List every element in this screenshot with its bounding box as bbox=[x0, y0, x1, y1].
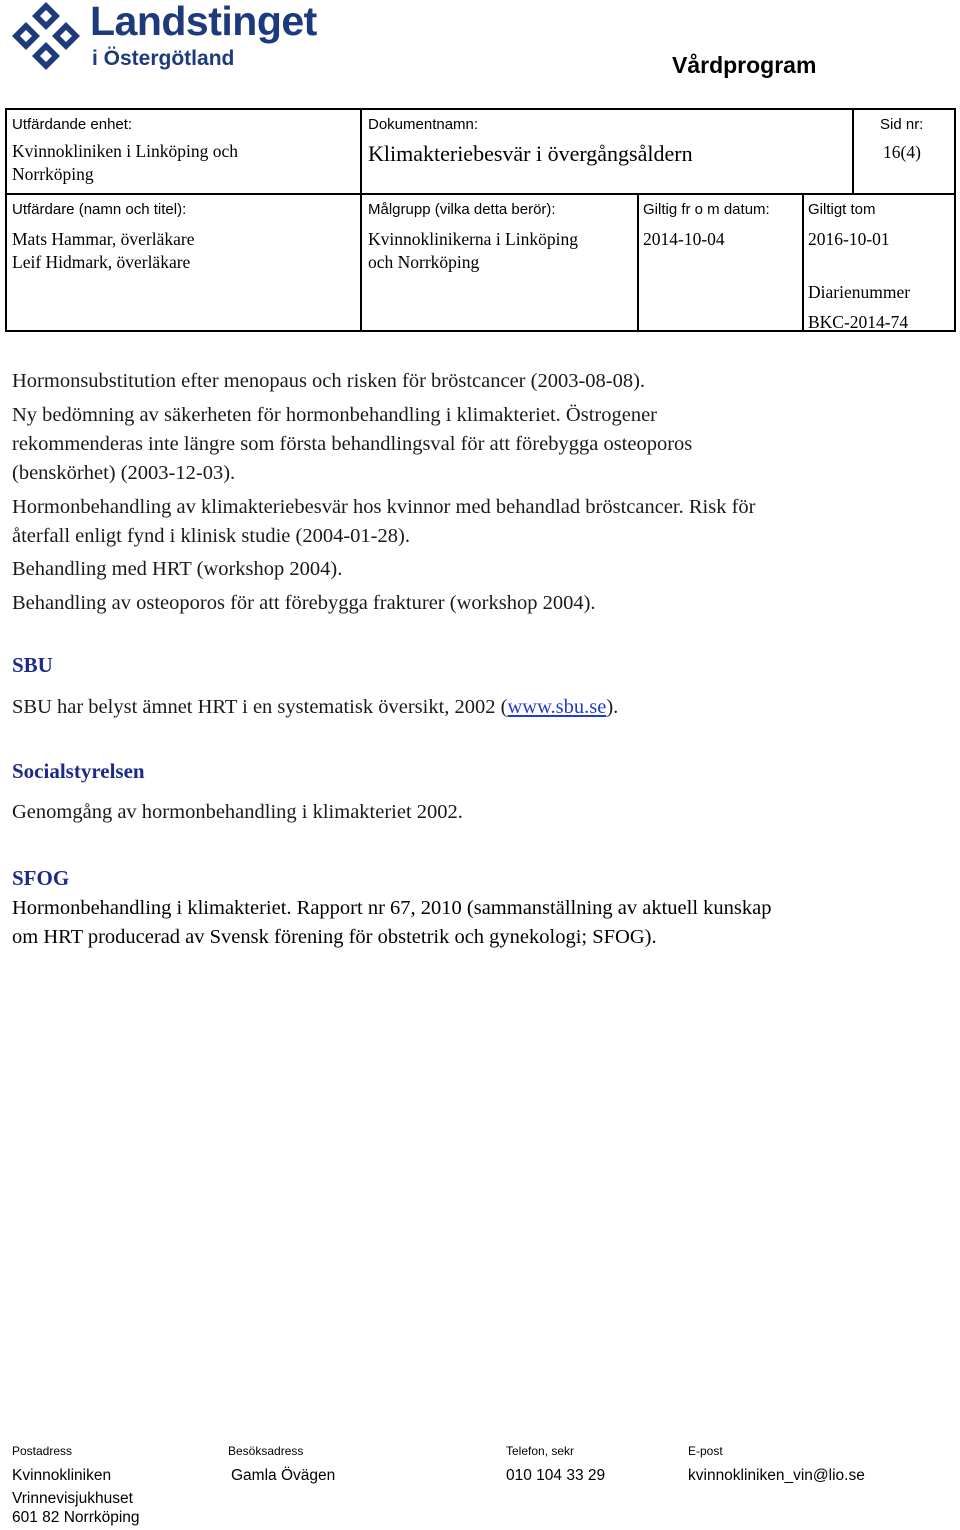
reference-paragraph: Behandling med HRT (workshop 2004). bbox=[12, 558, 343, 580]
section-heading-socialstyrelsen: Socialstyrelsen bbox=[12, 759, 145, 783]
socialstyrelsen-paragraph: Genomgång av hormonbehandling i klimakteriet 2002. bbox=[12, 801, 463, 823]
logo-region: i Östergötland bbox=[92, 47, 235, 70]
footer-postal-line1: Kvinnokliniken bbox=[12, 1467, 112, 1484]
divider bbox=[360, 110, 362, 330]
sbu-text-end: ). bbox=[606, 696, 619, 718]
crest-icon bbox=[10, 0, 82, 78]
issuing-unit-value-line1: Kvinnokliniken i Linköping och bbox=[12, 141, 239, 161]
issuer-line1: Mats Hammar, överläkare bbox=[12, 229, 195, 249]
footer-postal-line2: Vrinnevisjukhuset bbox=[12, 1490, 133, 1507]
reference-paragraph: rekommenderas inte längre som första behandlingsval för att förebygga osteoporos bbox=[12, 433, 693, 455]
divider bbox=[802, 193, 804, 330]
target-group-label: Målgrupp (vilka detta berör): bbox=[368, 201, 556, 218]
sfog-paragraph: Hormonbehandling i klimakteriet. Rapport nr 67, 2010 (sammanställning av aktuell kunskap bbox=[12, 897, 772, 919]
section-heading-sbu: SBU bbox=[12, 653, 53, 677]
sfog-paragraph: om HRT producerad av Svensk förening för obstetrik och gynekologi; SFOG). bbox=[12, 926, 657, 948]
reference-paragraph: Hormonbehandling av klimakteriebesvär hos kvinnor med behandlad bröstcancer. Risk för bbox=[12, 496, 756, 518]
document-name: Klimakteriebesvär i övergångsåldern bbox=[368, 141, 693, 166]
divider bbox=[7, 193, 954, 195]
issuer-label: Utfärdare (namn och titel): bbox=[12, 201, 187, 218]
reference-paragraph: (benskörhet) (2003-12-03). bbox=[12, 462, 236, 484]
section-heading-sfog: SFOG bbox=[12, 866, 70, 890]
diary-number-label: Diarienummer bbox=[808, 282, 911, 302]
footer-postal-label: Postadress bbox=[12, 1444, 73, 1458]
footer-postal-line3: 601 82 Norrköping bbox=[12, 1509, 140, 1526]
page-number-label: Sid nr: bbox=[880, 116, 924, 133]
page-number: 16(4) bbox=[883, 142, 921, 162]
reference-paragraph: Hormonsubstitution efter menopaus och risken för bröstcancer (2003-08-08). bbox=[12, 370, 646, 392]
organization-logo bbox=[10, 0, 317, 78]
footer-visit-label: Besöksadress bbox=[228, 1444, 304, 1458]
footer-email[interactable]: kvinnokliniken_vin@lio.se bbox=[688, 1467, 865, 1484]
document-header-table bbox=[5, 108, 956, 332]
document-type: Vårdprogram bbox=[672, 52, 817, 78]
reference-paragraph: återfall enligt fynd i klinisk studie (2004-01-28). bbox=[12, 525, 410, 547]
sbu-website-link[interactable]: www.sbu.se bbox=[507, 696, 607, 718]
issuing-unit-value-line2: Norrköping bbox=[12, 164, 94, 184]
footer-phone: 010 104 33 29 bbox=[506, 1467, 606, 1484]
footer-phone-label: Telefon, sekr bbox=[506, 1444, 575, 1458]
issuing-unit-label: Utfärdande enhet: bbox=[12, 116, 133, 133]
target-group-line1: Kvinnoklinikerna i Linköping bbox=[368, 229, 578, 249]
valid-from-label: Giltig fr o m datum: bbox=[643, 201, 770, 218]
divider bbox=[637, 193, 639, 330]
reference-paragraph: Behandling av osteoporos för att förebygga frakturer (workshop 2004). bbox=[12, 592, 596, 614]
document-name-label: Dokumentnamn: bbox=[368, 116, 479, 133]
footer-visit-address: Gamla Övägen bbox=[231, 1467, 336, 1484]
target-group-line2: och Norrköping bbox=[368, 252, 480, 272]
reference-paragraph: Ny bedömning av säkerheten för hormonbehandling i klimakteriet. Östrogener bbox=[12, 404, 657, 426]
valid-to-date: 2016-10-01 bbox=[808, 229, 890, 249]
sbu-paragraph bbox=[12, 693, 618, 722]
footer-email-label: E-post bbox=[688, 1444, 723, 1458]
logo-name: Landstinget bbox=[90, 0, 317, 44]
sbu-text: SBU har belyst ämnet HRT i en systematisk översikt, 2002 ( bbox=[12, 696, 508, 718]
valid-to-label: Giltigt tom bbox=[808, 201, 876, 218]
issuer-line2: Leif Hidmark, överläkare bbox=[12, 252, 191, 272]
valid-from-date: 2014-10-04 bbox=[643, 229, 725, 249]
diary-number: BKC-2014-74 bbox=[808, 312, 909, 332]
divider bbox=[852, 110, 854, 193]
